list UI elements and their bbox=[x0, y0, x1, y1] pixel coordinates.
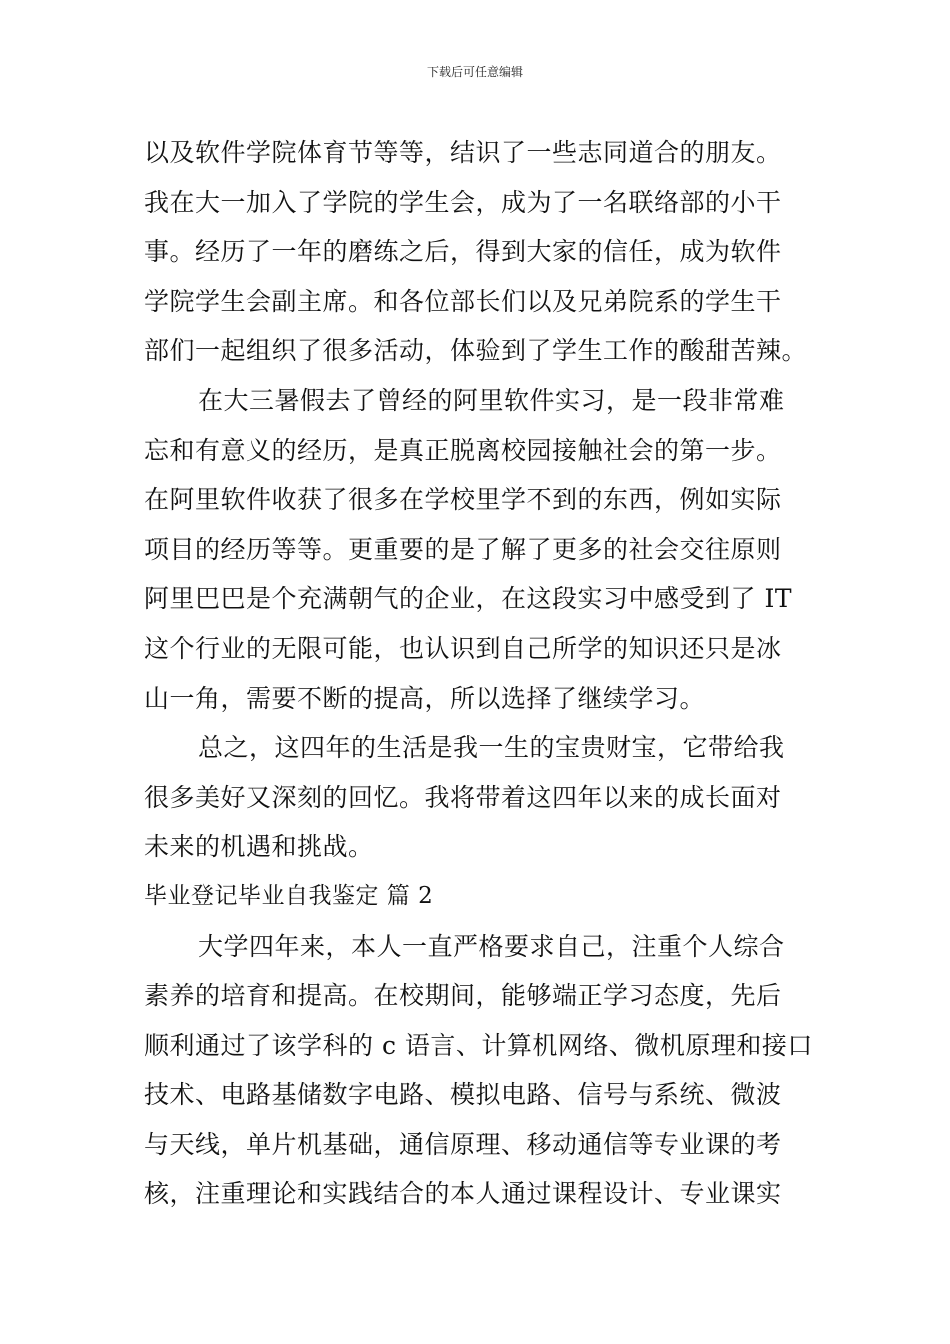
text-line: 与天线，单片机基础，通信原理、移动通信等专业课的考 bbox=[144, 1129, 782, 1159]
text-line: 事。经历了一年的磨练之后，得到大家的信任，成为软件 bbox=[144, 237, 782, 267]
text-line: 未来的机遇和挑战。 bbox=[144, 832, 374, 862]
paragraph-first-line: 在大三暑假去了曾经的阿里软件实习，是一段非常难 bbox=[198, 385, 785, 415]
paragraph-first-line: 大学四年来，本人一直严格要求自己，注重个人综合 bbox=[198, 931, 785, 961]
document-body bbox=[144, 128, 813, 1219]
text-line: 部们一起组织了很多活动，体验到了学生工作的酸甜苦辣。 bbox=[144, 336, 808, 366]
section-heading: 毕业登记毕业自我鉴定 篇 2 bbox=[144, 882, 434, 909]
text-line: 素养的培育和提高。在校期间，能够端正学习态度，先后 bbox=[144, 981, 782, 1011]
text-line: 项目的经历等等。更重要的是了解了更多的社会交往原则 bbox=[144, 534, 782, 564]
text-line: 在阿里软件收获了很多在学校里学不到的东西，例如实际 bbox=[144, 485, 782, 515]
text-line: 核，注重理论和实践结合的本人通过课程设计、专业课实 bbox=[144, 1179, 782, 1209]
text-line: 顺利通过了该学科的 c 语言、计算机网络、微机原理和接口 bbox=[144, 1030, 813, 1060]
text-line: 以及软件学院体育节等等，结识了一些志同道合的朋友。 bbox=[144, 138, 782, 167]
text-line: 阿里巴巴是个充满朝气的企业，在这段实习中感受到了 IT bbox=[144, 584, 792, 614]
text-line: 很多美好又深刻的回忆。我将带着这四年以来的成长面对 bbox=[144, 782, 782, 812]
text-line: 这个行业的无限可能，也认识到自己所学的知识还只是冰 bbox=[144, 633, 782, 663]
text-line: 学院学生会副主席。和各位部长们以及兄弟院系的学生干 bbox=[144, 286, 782, 316]
text-line: 忘和有意义的经历，是真正脱离校园接触社会的第一步。 bbox=[144, 435, 782, 465]
header-note: 下载后可任意编辑 bbox=[426, 65, 523, 79]
text-line: 我在大一加入了学院的学生会，成为了一名联络部的小干 bbox=[144, 187, 782, 217]
paragraph-first-line: 总之，这四年的生活是我一生的宝贵财宝，它带给我 bbox=[198, 733, 785, 763]
text-line: 山一角，需要不断的提高，所以选择了继续学习。 bbox=[144, 683, 706, 713]
text-line: 技术、电路基储数字电路、模拟电路、信号与系统、微波 bbox=[144, 1080, 782, 1110]
